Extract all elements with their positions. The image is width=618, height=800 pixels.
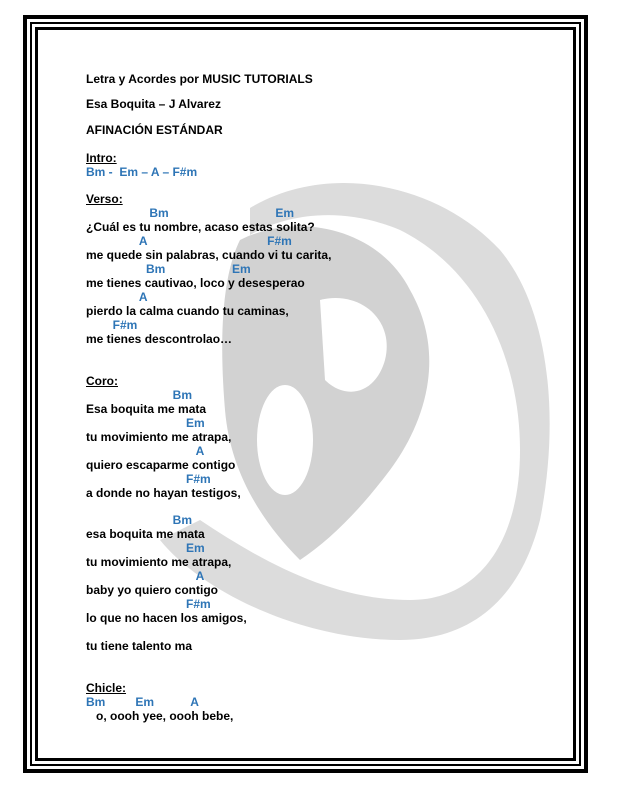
- song-title: Esa Boquita – J Alvarez: [86, 97, 221, 111]
- lyric-line: me quede sin palabras, cuando vi tu carita,: [86, 248, 332, 262]
- lyric-line: a donde no hayan testigos,: [86, 486, 241, 500]
- lyric-line: me tienes cautivao, loco y desesperao: [86, 276, 305, 290]
- lyric-line: esa boquita me mata: [86, 527, 205, 541]
- verso-heading: Verso:: [86, 192, 123, 206]
- lyric-line: Esa boquita me mata: [86, 402, 207, 416]
- chord-line: F#m: [86, 318, 138, 332]
- lyric-line: tu movimiento me atrapa,: [86, 555, 232, 569]
- chord-line: A: [86, 444, 205, 458]
- chicle-heading: Chicle:: [86, 681, 127, 695]
- chord-line: Bm: [86, 388, 193, 402]
- chord-line: A: [86, 569, 205, 583]
- lyric-line: quiero escaparme contigo: [86, 458, 236, 472]
- intro-heading: Intro:: [86, 151, 117, 165]
- chord-line: A F#m: [86, 234, 292, 248]
- chicle-lyric: o, oooh yee, oooh bebe,: [86, 709, 234, 723]
- lyric-line: pierdo la calma cuando tu caminas,: [86, 304, 289, 318]
- tuning-label: AFINACIÓN ESTÁNDAR: [86, 123, 223, 137]
- coro-heading: Coro:: [86, 374, 118, 388]
- lyric-line: tu tiene talento ma: [86, 639, 193, 653]
- chord-line: F#m: [86, 597, 211, 611]
- lyric-line: baby yo quiero contigo: [86, 583, 219, 597]
- lyric-line: lo que no hacen los amigos,: [86, 611, 247, 625]
- watermark-cutout: [257, 385, 313, 495]
- credit-line: Letra y Acordes por MUSIC TUTORIALS: [86, 72, 313, 86]
- chord-line: F#m: [86, 472, 211, 486]
- chord-line: Em: [86, 416, 205, 430]
- chord-line: Bm Em: [86, 206, 295, 220]
- chicle-chords: Bm Em A: [86, 695, 199, 709]
- lyric-line: me tienes descontrolao…: [86, 332, 233, 346]
- lyric-line: tu movimiento me atrapa,: [86, 430, 232, 444]
- chord-line: A: [86, 290, 148, 304]
- chord-line: Bm: [86, 513, 193, 527]
- chord-line: Em: [86, 541, 205, 555]
- lyric-line: ¿Cuál es tu nombre, acaso estas solita?: [86, 220, 315, 234]
- chord-line: Bm Em: [86, 262, 251, 276]
- intro-chords: Bm - Em – A – F#m: [86, 165, 198, 179]
